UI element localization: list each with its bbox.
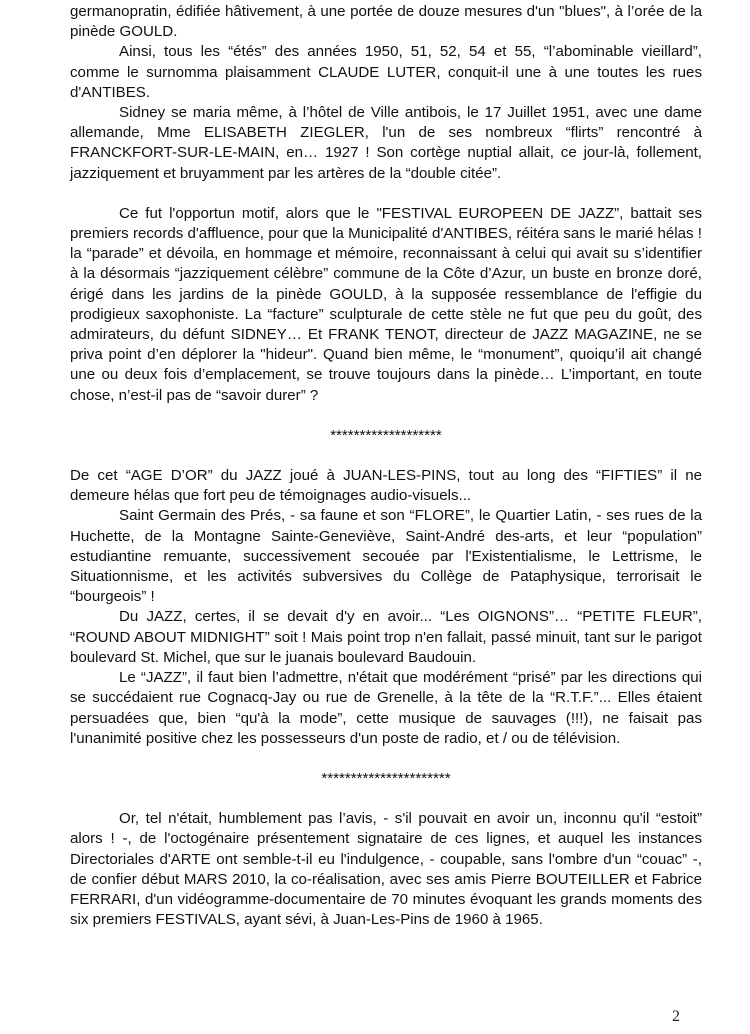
paragraph: germanopratin, édifiée hâtivement, à une portée de douze mesures d'un "blues", à l’orée de la pinède GOULD. <box>70 3 702 41</box>
paragraph: Saint Germain des Prés, - sa faune et son “FLORE”, le Quartier Latin, - ses rues de la Huchette, de la Montagne Sainte-Geneviève, Saint-André des-arts, et leur “population” estudiantine remuante, successivement secouée par l'Existentialisme, le Lettrisme, le Situationnisme, et les activités subversives du Collège de Pataphysique, terrorisait le “bourgeois” ! <box>70 507 702 606</box>
paragraph: Ce fut l'opportun motif, alors que le "FESTIVAL EUROPEEN DE JAZZ”, battait ses premiers records d'affluence, pour que la Municipalité d'ANTIBES, réitéra sans le marié hélas ! la “parade” et dévoila, en hommage et mémoire, reconnaissant à celui qui avait su s’identifier à la désormais “jazziquement célèbre” commune de la Côte d’Azur, un buste en bronze doré, érigé dans les jardins de la pinède GOULD, à la supposée ressemblance de l'effigie du prodigieux saxophoniste. La “facture” sculpturale de cette stèle ne fut que peu du goût, des admirateurs, du défunt SIDNEY… Et FRANK TENOT, directeur de JAZZ MAGAZINE, ne se priva point d’en déplorer la "hideur". Quand bien même, le “monument”, quoiqu’il ait changé une ou deux fois d’emplacement, se trouve toujours dans la pinède… L’important, en toute chose, n’est-il pas de “savoir durer” ? <box>70 204 702 404</box>
paragraph: Or, tel n'était, humblement pas l’avis, - s'il pouvait en avoir un, inconnu qu'il “estoit” alors ! -, de l'octogénaire présentement signataire de ces lignes, et auquel les instances Directoriales d'ARTE ont semble-t-il eu l'indulgence, - coupable, sans l'ombre d'un “couac” -, de confier début MARS 2010, la co-réalisation, avec ses amis Pierre BOUTEILLER et Fabrice FERRARI, d'un vidéogramme-documentaire de 70 minutes évoquant les grands moments des six premiers FESTIVALS, ayant sévi, à Juan-Les-Pins de 1960 à 1965. <box>70 810 702 929</box>
page-number: 2 <box>672 1008 680 1025</box>
paragraph: Ainsi, tous les “étés” des années 1950, 51, 52, 54 et 55, “l’abominable vieillard”, comme le surnomma plaisamment CLAUDE LUTER, conquit-il une à une toutes les rues d'ANTIBES. <box>70 43 702 101</box>
paragraph: Sidney se maria même, à l’hôtel de Ville antibois, le 17 Juillet 1951, avec une dame allemande, Mme ELISABETH ZIEGLER, l'un de ses nombreux “flirts” rencontré à FRANCKFORT-SUR-LE-MAIN, en… 1927 ! Son cortège nuptial allait, ce jour-là, follement, jazziquement et bruyamment par les artères de la “double citée”. <box>70 104 702 182</box>
section-separator: ******************* <box>330 426 442 444</box>
document-body <box>70 2 702 930</box>
paragraph: De cet “AGE D’OR” du JAZZ joué à JUAN-LES-PINS, tout au long des “FIFTIES” il ne demeure hélas que fort peu de témoignages audio-visuels... <box>70 467 702 505</box>
paragraph: Le “JAZZ”, il faut bien l’admettre, n'était que modérément “prisé” par les directions qui se succédaient rue Cognacq-Jay ou rue de Grenelle, à la tête de la “R.T.F.”... Elles étaient persuadées que, bien “qu'à la mode”, cette musique de sauvages (!!!), ne faisait pas l'unanimité positive chez les possesseurs d'un poste de radio, et / ou de télévision. <box>70 669 702 747</box>
paragraph: Du JAZZ, certes, il se devait d'y en avoir... “Les OIGNONS”… “PETITE FLEUR”, “ROUND ABOUT MIDNIGHT” soit ! Mais point trop n'en fallait, passé minuit, tant sur le parigot boulevard St. Michel, que sur le juanais boulevard Baudouin. <box>70 608 702 666</box>
section-separator: ********************** <box>321 769 451 787</box>
